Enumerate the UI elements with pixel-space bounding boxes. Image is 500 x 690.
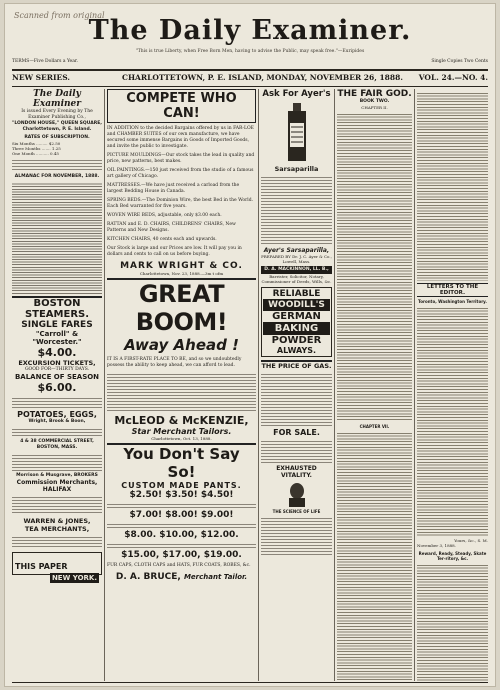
price-row: $8.00. $10.00, $12.00.: [124, 530, 239, 540]
produce-firm: Wright, Brook & Boon,: [28, 419, 86, 424]
merchant-tailor: Merchant Tailor.: [183, 573, 248, 581]
reliable: RELIABLE: [272, 289, 321, 299]
letter-text: [417, 306, 488, 536]
text-block: [12, 535, 102, 549]
column-2: [107, 89, 256, 681]
single-fares: SINGLE FARES: [21, 320, 93, 330]
price-row: $2.50! $3.50! $4.50!: [129, 490, 234, 500]
text-block: [261, 372, 332, 426]
text-block: [261, 439, 332, 463]
column-1: [12, 89, 102, 681]
tea-merchants: TEA MERCHANTS,: [24, 525, 90, 533]
stock-para: Our Stock is large and our Prices are low. It will pay you in dollars and cents to call on us before buying.: [107, 246, 242, 257]
kitchen-chairs-para: KITCHEN CHAIRS, 40 cents each and upwards.: [107, 237, 217, 242]
mark-wright-address: Charlottetown, Nov. 23, 1888.—3m t ofm: [139, 271, 224, 276]
paper-nameplate: The Daily Examiner: [32, 89, 81, 109]
series-label: NEW SERIES.: [12, 73, 70, 82]
compete-intro: IN ADDITION to the decided Bargains offered by us in FAR-LOE and CHAMBER SUITES of our own manufacture, we have secured some immense Bargains in Goods of Imported Goods, and invite the public to investigate.: [107, 126, 254, 149]
exhausted-vitality: EXHAUSTED VITALITY.: [276, 465, 317, 479]
rate-line: Three Months ....... 1.25: [12, 146, 61, 151]
text-block: [12, 453, 102, 471]
text-block: [12, 158, 102, 172]
price-row: $15.00, $17.00, $19.00.: [121, 550, 242, 560]
away-ahead: Away Ahead !: [124, 336, 239, 354]
rate-line: One Month .......... 0.45: [12, 151, 59, 156]
paintings-para: OIL PAINTINGS.—150 just received from the studio of a famous art gallery of Chicago.: [107, 168, 254, 179]
for-sale: FOR SALE.: [273, 428, 320, 437]
reward-heading: Reward, Ready, Steady, Skate Ter-ritory, &c.: [418, 551, 487, 561]
column-divider: [334, 89, 335, 681]
column-divider: [414, 89, 415, 681]
potatoes-eggs: POTATOES, EGGS,: [17, 410, 97, 419]
place-date: CHARLOTTETOWN, P. E. ISLAND, MONDAY, NOVEMBER 26, 1888.: [122, 73, 403, 82]
mattresses-para: MATTRESSES.—We have just received a carload from the largest Bedding House in Canada.: [107, 183, 240, 194]
boom-text: IT IS A FIRST-RATE PLACE TO BE, and so we undoubtedly possess the ability to keep ahead, we can afford to lead.: [107, 357, 242, 368]
baking-powder-ad: [261, 287, 332, 357]
text-block: [107, 372, 256, 412]
motto: "This is true Liberty, when Free Born Men, having to advise the Public, may speak free."—Euripides: [135, 49, 365, 54]
text-block: [107, 542, 256, 548]
custom-pants: CUSTOM MADE PANTS.: [121, 481, 242, 490]
text-block: [107, 502, 256, 508]
almanac-table: [12, 182, 102, 294]
dateline-rule: [12, 86, 488, 87]
masthead: [12, 9, 488, 67]
barrister-line: Barrister, Solicitor, Notary, Commissioner of Deeds, Wills, &c.: [261, 274, 332, 284]
dont-say-so: You Don't Say So!: [107, 443, 256, 481]
terms: TERMS—Five Dollars a Year.: [12, 59, 78, 64]
science-of-life: THE SCIENCE OF LIFE: [272, 509, 321, 514]
german: GERMAN: [272, 311, 321, 322]
good-for: GOOD FOR—THIRTY DAYS.: [24, 367, 90, 372]
balance-fare: $6.00.: [37, 381, 77, 394]
letter-date: November 3, 1888.: [417, 543, 456, 548]
bruce-name: D. A. BRUCE,: [115, 572, 181, 582]
bruce-block: [107, 572, 256, 582]
portrait-engraving: [285, 481, 309, 507]
woodills: WOODILL'S: [263, 299, 330, 311]
column-3: [261, 89, 332, 681]
single-copy-price: Single Copies Two Cents: [431, 59, 488, 64]
steamer-boats: "Carroll" & "Worcester.": [32, 330, 82, 346]
sarsaparilla-label: Sarsaparilla: [274, 165, 319, 173]
star-tailors: Star Merchant Tailors.: [131, 427, 232, 436]
rate-line: Six Months ......... $2.50: [12, 141, 61, 146]
price-row: $7.00! $8.00! $9.00!: [129, 510, 234, 520]
woven-wire-para: WOVEN WIRE BEDS, adjustable, only $3.00 each.: [107, 213, 222, 218]
text-block: [12, 396, 102, 408]
commission-merchants: Commission Merchants, HALIFAX: [16, 479, 98, 493]
ayers-head: Ask For Ayer's: [262, 89, 331, 99]
fare-amount: $4.00.: [37, 346, 77, 359]
price-of-gas: THE PRICE OF GAS.: [261, 362, 332, 370]
rattan-para: RATTAN and E. D. CHAIRS, CHILDRENS' CHAIRS, New Patterns and New Designs.: [107, 222, 236, 233]
spring-beds-para: SPRING BEDS.—The Dominion Wire, the best Bed in the World. Each Bed warranted for five years.: [107, 198, 254, 209]
rates-title: RATES OF SUBSCRIPTION.: [24, 135, 90, 140]
mouldings-para: PICTURE MOULDINGS—Our stock takes the lead in quality and price, new patterns, best makes.: [107, 153, 255, 164]
morrison-brokers: Morrison & Musgrave, BROKERS: [16, 473, 98, 478]
text-block: [12, 427, 102, 437]
dateline: [12, 73, 488, 85]
warren-jones: WARREN & JONES,: [23, 517, 91, 525]
book-two: BOOK TWO.: [359, 99, 390, 104]
balance-season: BALANCE OF SEASON: [14, 373, 100, 381]
chapter-vii: CHAPTER VII.: [359, 424, 390, 429]
serial-continued: [417, 91, 488, 281]
volume-label: VOL. 24.—NO. 4.: [418, 73, 488, 82]
corner-stamp: Scanned from original: [14, 11, 105, 20]
newspaper-page: [4, 3, 496, 687]
newspaper-title: The Daily Examiner.: [88, 15, 412, 46]
this-paper-box: [12, 552, 102, 582]
column-5: [417, 89, 488, 681]
compete-headline: COMPETE WHO CAN!: [107, 89, 256, 123]
commercial-street: 4 & 38 COMMERCIAL STREET, BOSTON, MASS.: [20, 439, 94, 450]
chapter-ii: CHAPTER II.: [361, 105, 388, 110]
steamers-head: BOSTON STEAMERS.: [12, 296, 102, 320]
toronto-heading: Toronto, Washington Territory.: [418, 299, 487, 304]
column-divider: [104, 89, 105, 681]
ayers-sarsaparilla: Ayer's Sarsaparilla,: [263, 247, 330, 254]
prepared-by: PREPARED BY Dr. J. C. Ayer & Co., Lowell, Mass.: [261, 254, 332, 264]
this-paper: THIS PAPER: [15, 562, 68, 571]
serial-text: [337, 112, 412, 422]
sarsaparilla-bottle-illustration: [282, 101, 312, 163]
text-block: [417, 563, 488, 681]
serial-head: THE FAIR GOD.: [337, 89, 412, 99]
masthead-rule: [12, 69, 488, 71]
serial-text: [337, 431, 412, 681]
text-block: [261, 175, 332, 245]
mcleod-address: Charlottetown, Oct. 13, 1888.: [151, 436, 212, 441]
office-line: "LONDON HOUSE," QUEEN SQUARE, Charlottetown, P. E. Island.: [12, 121, 102, 132]
new-york: NEW YORK.: [51, 574, 97, 582]
letters-head: LETTERS TO THE EDITOR.: [417, 283, 488, 297]
powder: POWDER: [271, 335, 322, 346]
fur-caps: FUR CAPS, CLOTH CAPS and HATS, FUR COATS, ROBES, &c.: [107, 563, 251, 568]
column-4: [337, 89, 412, 681]
publisher-line: Is issued Every Evening by The Examiner Publishing Co.,: [21, 109, 93, 120]
mcleod-mckenzie: McLEOD & McKENZIE,: [114, 414, 249, 427]
column-divider: [258, 89, 259, 681]
mackinnon-name: D. A. MACKINNON, LL. B.,: [261, 266, 332, 274]
almanac-title: ALMANAC FOR NOVEMBER, 1888.: [14, 174, 100, 179]
excursion-tickets: EXCURSION TICKETS,: [18, 359, 96, 367]
bottom-rule: [12, 682, 488, 683]
letter-signature: Yours, &c., S. M.: [454, 538, 488, 543]
mark-wright: MARK WRIGHT & CO.: [120, 261, 243, 271]
baking: BAKING: [263, 322, 330, 335]
text-block: [12, 495, 102, 515]
text-block: [107, 522, 256, 528]
great-boom: GREAT BOOM!: [107, 278, 256, 336]
always: ALWAYS.: [276, 346, 317, 355]
text-block: [261, 516, 332, 556]
